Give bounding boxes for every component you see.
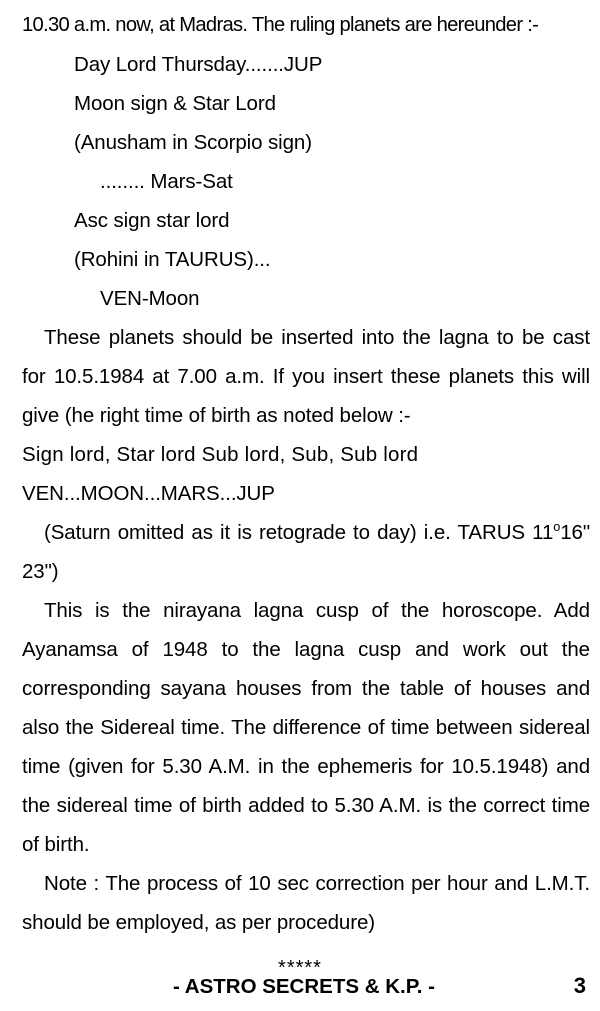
text-line-mars-sat: ........ Mars-Sat — [100, 170, 233, 193]
text-line-rohini-taurus: (Rohini in TAURUS)... — [74, 248, 271, 271]
text-line-moon-sign-star-lord: Moon sign & Star Lord — [74, 92, 276, 115]
text-line-intro: 10.30 a.m. now, at Madras. The ruling planets are hereunder :- — [22, 14, 539, 36]
paragraph-lords-values: VEN...MOON...MARS...JUP — [22, 482, 275, 505]
text-line-anusham-scorpio: (Anusham in Scorpio sign) — [74, 131, 312, 154]
section-separator: ***** — [278, 957, 322, 979]
text-line-ven-moon: VEN-Moon — [100, 287, 200, 310]
saturn-text-part1: (Saturn omitted as it is retograde to day) i.e. TARUS 11 — [44, 521, 554, 544]
paragraph-note: Note : The process of 10 sec correction per hour and L.M.T. should be employed, as per procedure) — [22, 872, 590, 934]
saturn-text-part2: 16" 23") — [22, 521, 590, 583]
paragraph-planets-inserted: These planets should be inserted into the lagna to be cast for 10.5.1984 at 7.00 a.m. If you insert these planets this will give (he right time of birth as noted below :- — [22, 326, 590, 427]
text-line-day-lord: Day Lord Thursday.......JUP — [74, 53, 323, 76]
paragraph-nirayana-lagna: This is the nirayana lagna cusp of the horoscope. Add Ayanamsa of 1948 to the lagna cusp and work out the corresponding sayana houses from the table of houses and also the Sidereal time. The difference of time between sidereal time (given for 5.30 A.M. in the ephemeris for 10.5.1948) and the sidereal time of birth added to 5.30 A.M. is the correct time of birth. — [22, 599, 590, 856]
paragraph-saturn-omitted — [22, 513, 590, 591]
text-line-asc-sign-star-lord: Asc sign star lord — [74, 209, 230, 232]
page-footer — [22, 973, 586, 999]
degree-symbol: o — [553, 519, 561, 535]
footer-book-title: - ASTRO SECRETS & K.P. - — [173, 975, 435, 998]
footer-page-number: 3 — [573, 973, 586, 998]
paragraph-lords-header: Sign lord, Star lord Sub lord, Sub, Sub lord — [22, 443, 419, 466]
